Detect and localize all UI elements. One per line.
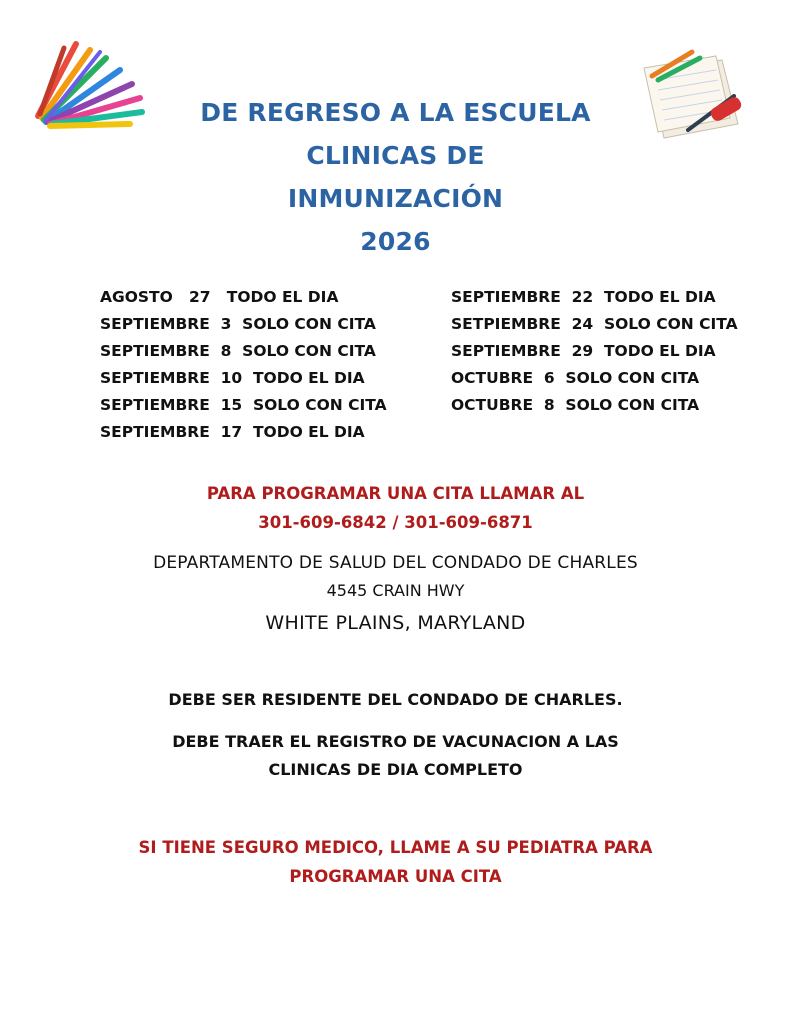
schedule-entry: OCTUBRE 8 SOLO CON CITA [451, 396, 700, 414]
street-address: 4545 CRAIN HWY [326, 581, 465, 600]
schedule-left-column [100, 284, 387, 446]
paper-and-pencils-icon [630, 46, 748, 142]
schedule-entry: SEPTIEMBRE 22 TODO EL DIA [451, 288, 716, 306]
city-state: WHITE PLAINS, MARYLAND [265, 612, 526, 634]
insurance-notice: SI TIENE SEGURO MEDICO, LLAME A SU PEDIATRA PARA [138, 838, 653, 857]
schedule-entry: SEPTIEMBRE 17 TODO EL DIA [100, 423, 365, 441]
department-name: DEPARTAMENTO DE SALUD DEL CONDADO DE CHARLES [153, 553, 638, 573]
schedule-right-column [451, 284, 738, 419]
schedule-entry: OCTUBRE 6 SOLO CON CITA [451, 369, 700, 387]
insurance-notice-cont: PROGRAMAR UNA CITA [289, 867, 502, 886]
title-line-1: DE REGRESO A LA ESCUELA [200, 98, 591, 127]
title-year: 2026 [360, 227, 431, 256]
residency-requirement: DEBE SER RESIDENTE DEL CONDADO DE CHARLES. [168, 690, 623, 709]
vaccination-record-requirement: DEBE TRAER EL REGISTRO DE VACUNACION A LAS [172, 732, 619, 751]
vaccination-record-requirement-cont: CLINICAS DE DIA COMPLETO [268, 760, 523, 779]
schedule-entry: SEPTIEMBRE 15 SOLO CON CITA [100, 396, 387, 414]
schedule-entry: SEPTIEMBRE 3 SOLO CON CITA [100, 315, 376, 333]
schedule-entry: SEPTIEMBRE 8 SOLO CON CITA [100, 342, 376, 360]
title-line-2: CLINICAS DE [306, 141, 485, 170]
schedule-entry: SEPTIEMBRE 10 TODO EL DIA [100, 369, 365, 387]
title-line-3: INMUNIZACIÓN [287, 184, 504, 213]
appointment-instruction: PARA PROGRAMAR UNA CITA LLAMAR AL [206, 484, 585, 503]
appointment-phone-numbers: 301-609-6842 / 301-609-6871 [258, 513, 533, 532]
schedule-entry: AGOSTO 27 TODO EL DIA [100, 288, 339, 306]
schedule-entry: SEPTIEMBRE 29 TODO EL DIA [451, 342, 716, 360]
schedule-entry: SETPIEMBRE 24 SOLO CON CITA [451, 315, 738, 333]
